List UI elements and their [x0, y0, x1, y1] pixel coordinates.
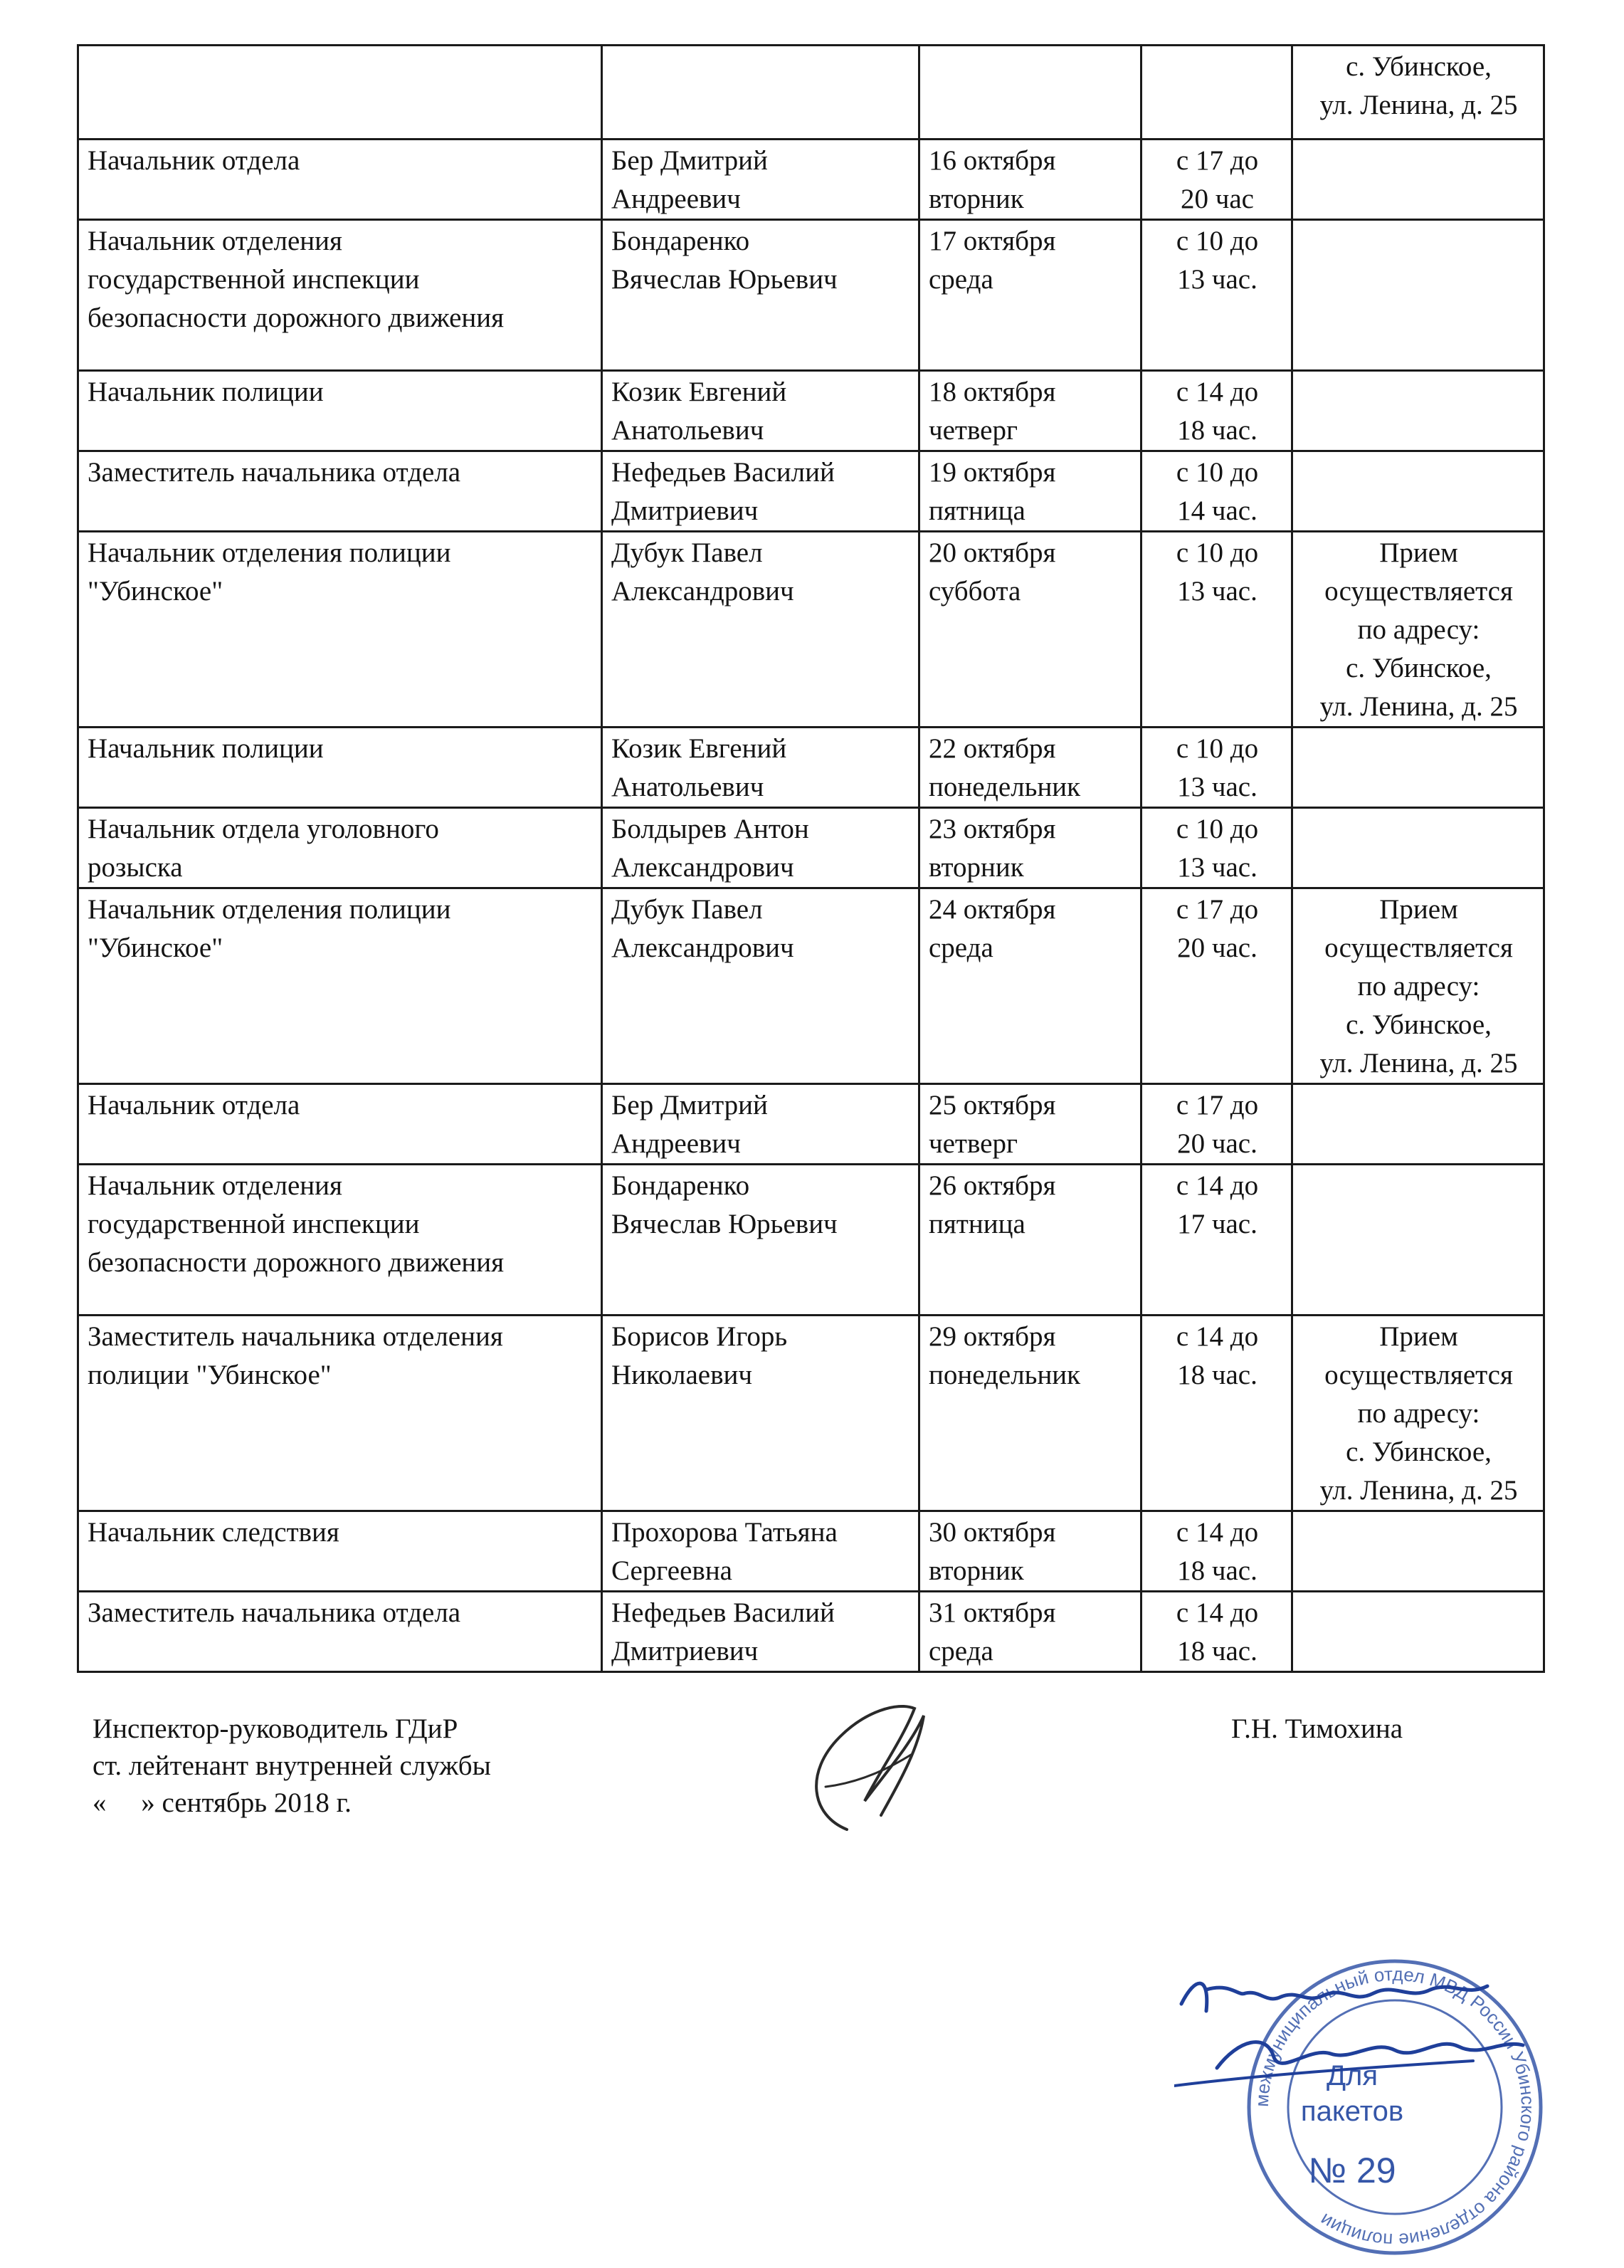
cell-position-line: Начальник отдела — [88, 1090, 300, 1120]
cell-date-line: 26 октября — [929, 1170, 1056, 1201]
cell-time-line: 17 час. — [1177, 1209, 1257, 1239]
cell-name-line: Анатольевич — [611, 772, 764, 802]
cell-position-line: государственной инспекции — [88, 1209, 420, 1239]
cell-date-line: вторник — [929, 852, 1024, 883]
cell-date-line: 31 октября — [929, 1597, 1056, 1628]
cell-name-line: Дубук Павел — [611, 537, 763, 568]
cell-time-line: с 14 до — [1176, 1170, 1259, 1201]
cell-name — [602, 140, 919, 220]
cell-position — [78, 220, 602, 371]
cell-time-line: 13 час. — [1177, 852, 1257, 883]
cell-time-line: с 17 до — [1176, 894, 1259, 925]
cell-date — [919, 220, 1141, 371]
cell-name — [602, 808, 919, 888]
cell-name-line: Бондаренко — [611, 1170, 750, 1201]
cell-name — [602, 220, 919, 371]
cell-position-line: безопасности дорожного движения — [88, 303, 505, 333]
cell-time — [1141, 1084, 1292, 1165]
cell-position-line: Начальник отделения полиции — [88, 537, 451, 568]
cell-time-line: с 17 до — [1176, 145, 1259, 176]
cell-date-line: вторник — [929, 1555, 1024, 1586]
cell-date — [919, 46, 1141, 140]
cell-time-line: 18 час. — [1177, 1360, 1257, 1390]
cell-name-line: Дмитриевич — [611, 1636, 759, 1666]
cell-name — [602, 888, 919, 1084]
cell-note-line: Прием — [1379, 894, 1458, 925]
cell-name-line: Дубук Павел — [611, 894, 763, 925]
stamp-line-2: пакетов — [1300, 2096, 1404, 2127]
cell-note — [1292, 888, 1544, 1084]
stamp-line-1: Для — [1326, 2060, 1378, 2091]
cell-date-line: пятница — [929, 1209, 1025, 1239]
cell-position — [78, 46, 602, 140]
cell-position — [78, 532, 602, 728]
cell-name-line: Александрович — [611, 576, 794, 607]
cell-time — [1141, 1511, 1292, 1592]
cell-date-line: 19 октября — [929, 457, 1056, 488]
footer-date-line: « » сентябрь 2018 г. — [93, 1787, 352, 1818]
cell-position — [78, 808, 602, 888]
cell-position-line: Начальник отдела уголовного — [88, 814, 439, 844]
cell-name-line: Анатольевич — [611, 415, 764, 446]
cell-time — [1141, 371, 1292, 451]
cell-date — [919, 1084, 1141, 1165]
cell-name — [602, 46, 919, 140]
cell-note-line: с. Убинское, — [1346, 653, 1492, 683]
cell-time-line: с 10 до — [1176, 226, 1259, 256]
cell-date — [919, 728, 1141, 808]
cell-name-line: Николаевич — [611, 1360, 752, 1390]
cell-time-line: с 14 до — [1176, 1597, 1259, 1628]
cell-time — [1141, 46, 1292, 140]
cell-name-line: Александрович — [611, 852, 794, 883]
cell-time — [1141, 1592, 1292, 1672]
cell-time — [1141, 140, 1292, 220]
cell-note-line: ул. Ленина, д. 25 — [1319, 90, 1518, 120]
cell-name-line: Болдырев Антон — [611, 814, 809, 844]
cell-date — [919, 808, 1141, 888]
cell-name-line: Дмитриевич — [611, 495, 759, 526]
cell-note-line: осуществляется — [1324, 933, 1513, 963]
cell-position-line: розыска — [88, 852, 183, 883]
cell-name-line: Андреевич — [611, 1128, 741, 1159]
cell-note-line: осуществляется — [1324, 576, 1513, 607]
cell-date-line: понедельник — [929, 1360, 1081, 1390]
cell-name-line: Прохорова Татьяна — [611, 1517, 838, 1548]
cell-position — [78, 1165, 602, 1316]
cell-position — [78, 1084, 602, 1165]
cell-time — [1141, 1165, 1292, 1316]
cell-note-line: ул. Ленина, д. 25 — [1319, 1048, 1518, 1078]
schedule-table — [77, 44, 1545, 1673]
cell-time-line: 18 час. — [1177, 1555, 1257, 1586]
cell-position — [78, 728, 602, 808]
cell-position-line: Начальник отдела — [88, 145, 300, 176]
cell-position — [78, 888, 602, 1084]
cell-name-line: Нефедьев Василий — [611, 457, 835, 488]
table-row — [78, 1165, 1544, 1316]
table-row — [78, 46, 1544, 140]
cell-note-line: с. Убинское, — [1346, 1009, 1492, 1040]
cell-note-line: с. Убинское, — [1346, 51, 1492, 82]
cell-time-line: 20 час. — [1177, 1128, 1257, 1159]
cell-date-line: среда — [929, 933, 993, 963]
cell-time — [1141, 888, 1292, 1084]
table-row — [78, 1316, 1544, 1511]
cell-date-line: 24 октября — [929, 894, 1056, 925]
cell-date — [919, 371, 1141, 451]
cell-time — [1141, 220, 1292, 371]
footer-title-line: Инспектор-руководитель ГДиР — [93, 1713, 458, 1744]
cell-name — [602, 1511, 919, 1592]
signer-name: Г.Н. Тимохина — [1231, 1713, 1403, 1744]
table-row — [78, 532, 1544, 728]
cell-time-line: 18 час. — [1177, 415, 1257, 446]
cell-time-line: с 17 до — [1176, 1090, 1259, 1120]
cell-date-line: 22 октября — [929, 733, 1056, 764]
table-row — [78, 1592, 1544, 1672]
handwritten-signature — [797, 1694, 932, 1837]
cell-name-line: Сергеевна — [611, 1555, 732, 1586]
cell-position-line: Заместитель начальника отдела — [88, 1597, 461, 1628]
cell-position — [78, 1592, 602, 1672]
cell-date — [919, 532, 1141, 728]
cell-date — [919, 1511, 1141, 1592]
cell-note-line: по адресу: — [1357, 971, 1480, 1002]
table-row — [78, 888, 1544, 1084]
cell-position-line: Начальник следствия — [88, 1517, 339, 1548]
cell-position-line: "Убинское" — [88, 576, 223, 607]
cell-date-line: 23 октября — [929, 814, 1056, 844]
cell-date-line: 16 октября — [929, 145, 1056, 176]
cell-name-line: Вячеслав Юрьевич — [611, 264, 838, 295]
cell-time-line: с 14 до — [1176, 1321, 1259, 1352]
footer-signature-block — [93, 1711, 491, 1822]
cell-name-line: Андреевич — [611, 184, 741, 214]
table-row — [78, 451, 1544, 532]
cell-time-line: с 10 до — [1176, 537, 1259, 568]
cell-date-line: понедельник — [929, 772, 1081, 802]
cell-date-line: 29 октября — [929, 1321, 1056, 1352]
cell-note-line: ул. Ленина, д. 25 — [1319, 691, 1518, 722]
cell-position-line: государственной инспекции — [88, 264, 420, 295]
table-row — [78, 1084, 1544, 1165]
cell-date-line: 17 октября — [929, 226, 1056, 256]
cell-time-line: с 14 до — [1176, 377, 1259, 407]
cell-date-line: 20 октября — [929, 537, 1056, 568]
cell-name — [602, 728, 919, 808]
cell-position — [78, 451, 602, 532]
cell-time-line: 13 час. — [1177, 772, 1257, 802]
cell-time-line: с 10 до — [1176, 733, 1259, 764]
cell-time — [1141, 1316, 1292, 1511]
cell-position — [78, 1511, 602, 1592]
cell-position-line: Начальник полиции — [88, 377, 324, 407]
cell-time — [1141, 808, 1292, 888]
cell-position — [78, 140, 602, 220]
table-row — [78, 140, 1544, 220]
cell-note — [1292, 728, 1544, 808]
cell-note-line: Прием — [1379, 537, 1458, 568]
cell-date — [919, 1165, 1141, 1316]
cell-position-line: Заместитель начальника отдела — [88, 457, 461, 488]
cell-name-line: Вячеслав Юрьевич — [611, 1209, 838, 1239]
cell-date — [919, 451, 1141, 532]
cell-date — [919, 1316, 1141, 1511]
cell-note-line: осуществляется — [1324, 1360, 1513, 1390]
stamp-ring-text: межмуниципальный отдел МВД России Убинского района отделение полиции — [1250, 1963, 1539, 2252]
cell-name-line: Козик Евгений — [611, 733, 787, 764]
cell-name-line: Александрович — [611, 933, 794, 963]
cell-note — [1292, 1165, 1544, 1316]
cell-date-line: среда — [929, 1636, 993, 1666]
cell-name — [602, 1592, 919, 1672]
cell-date — [919, 1592, 1141, 1672]
cell-name — [602, 1084, 919, 1165]
cell-position-line: "Убинское" — [88, 933, 223, 963]
cell-position-line: Начальник отделения — [88, 1170, 342, 1201]
cell-time-line: 20 час — [1181, 184, 1254, 214]
table-row — [78, 728, 1544, 808]
table-row — [78, 1511, 1544, 1592]
cell-name — [602, 1316, 919, 1511]
cell-name — [602, 1165, 919, 1316]
cell-time — [1141, 532, 1292, 728]
cell-note — [1292, 1511, 1544, 1592]
cell-name — [602, 451, 919, 532]
cell-time-line: 14 час. — [1177, 495, 1257, 526]
cell-note — [1292, 140, 1544, 220]
cell-position-line: полиции "Убинское" — [88, 1360, 332, 1390]
cell-note — [1292, 808, 1544, 888]
cell-date-line: четверг — [929, 1128, 1018, 1159]
cell-position — [78, 371, 602, 451]
cell-name-line: Бер Дмитрий — [611, 1090, 768, 1120]
cell-name-line: Бер Дмитрий — [611, 145, 768, 176]
cell-note-line: с. Убинское, — [1346, 1437, 1492, 1467]
cell-note-line: ул. Ленина, д. 25 — [1319, 1475, 1518, 1506]
table-row — [78, 371, 1544, 451]
cell-note — [1292, 1316, 1544, 1511]
cell-date-line: суббота — [929, 576, 1021, 607]
cell-note — [1292, 532, 1544, 728]
cell-time — [1141, 451, 1292, 532]
cell-time-line: с 10 до — [1176, 814, 1259, 844]
cell-date — [919, 888, 1141, 1084]
cell-note-line: по адресу: — [1357, 1398, 1480, 1429]
cell-position — [78, 1316, 602, 1511]
cell-name — [602, 532, 919, 728]
table-row — [78, 808, 1544, 888]
stamp-line-3: № 29 — [1308, 2151, 1396, 2190]
schedule-table-body — [78, 46, 1544, 1672]
cell-note — [1292, 371, 1544, 451]
cell-time-line: с 14 до — [1176, 1517, 1259, 1548]
cell-name — [602, 371, 919, 451]
cell-time-line: 18 час. — [1177, 1636, 1257, 1666]
cell-name-line: Нефедьев Василий — [611, 1597, 835, 1628]
table-row — [78, 220, 1544, 371]
cell-position-line: Начальник отделения полиции — [88, 894, 451, 925]
cell-time-line: с 10 до — [1176, 457, 1259, 488]
cell-note — [1292, 1592, 1544, 1672]
cell-date-line: вторник — [929, 184, 1024, 214]
cell-name-line: Борисов Игорь — [611, 1321, 788, 1352]
cell-date-line: среда — [929, 264, 993, 295]
cell-position-line: Начальник отделения — [88, 226, 342, 256]
cell-date-line: 25 октября — [929, 1090, 1056, 1120]
cell-name-line: Бондаренко — [611, 226, 750, 256]
cell-position-line: безопасности дорожного движения — [88, 1247, 505, 1278]
cell-note-line: по адресу: — [1357, 614, 1480, 645]
cell-time-line: 20 час. — [1177, 933, 1257, 963]
cell-date — [919, 140, 1141, 220]
cell-note-line: Прием — [1379, 1321, 1458, 1352]
cell-note — [1292, 451, 1544, 532]
cell-position-line: Заместитель начальника отделения — [88, 1321, 503, 1352]
cell-note — [1292, 46, 1544, 140]
cell-time-line: 13 час. — [1177, 264, 1257, 295]
cell-time — [1141, 728, 1292, 808]
cell-date-line: четверг — [929, 415, 1018, 446]
cell-time-line: 13 час. — [1177, 576, 1257, 607]
cell-date-line: 30 октября — [929, 1517, 1056, 1548]
cell-date-line: пятница — [929, 495, 1025, 526]
footer-rank-line: ст. лейтенант внутренней службы — [93, 1750, 491, 1781]
cell-note — [1292, 220, 1544, 371]
cell-date-line: 18 октября — [929, 377, 1056, 407]
cell-note — [1292, 1084, 1544, 1165]
stamp-handwritten-annotation — [1174, 1961, 1544, 2104]
cell-position-line: Начальник полиции — [88, 733, 324, 764]
cell-name-line: Козик Евгений — [611, 377, 787, 407]
